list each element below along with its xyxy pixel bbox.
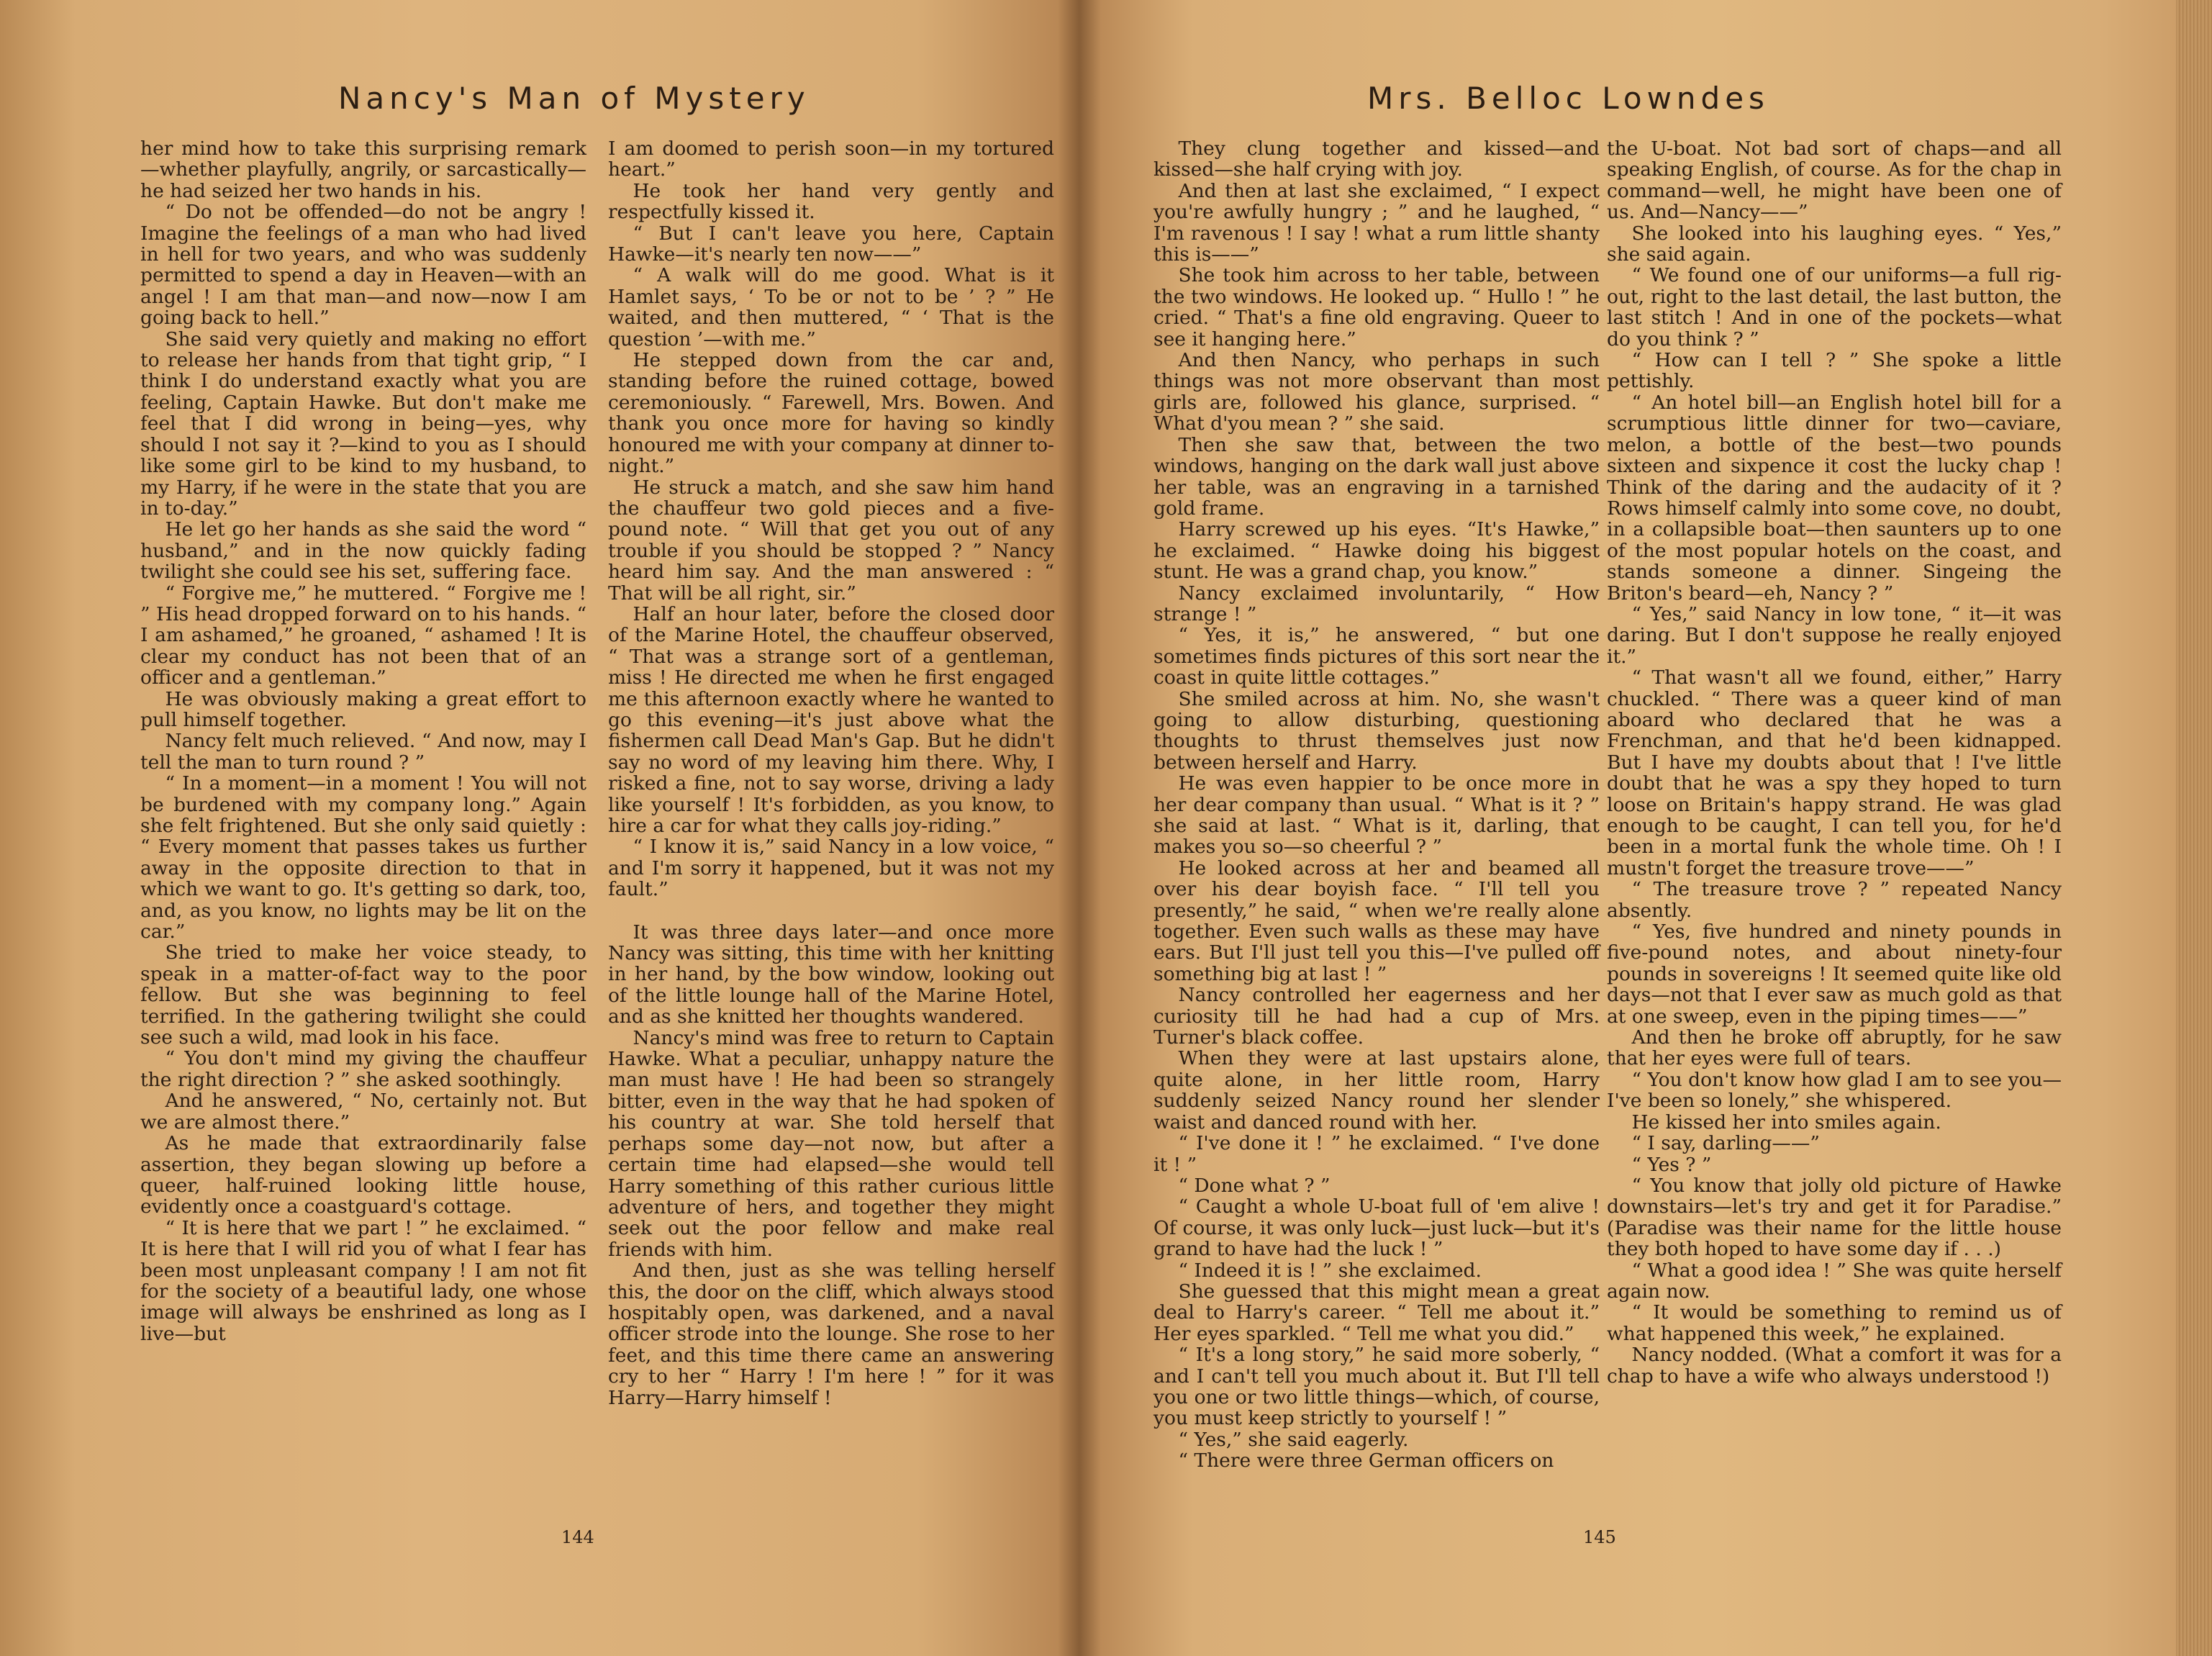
paragraph: “ Yes, it is,” he answered, “ but one sometimes finds pictures of this sort near the coast in quite little cottages.” [1153, 624, 1600, 689]
paragraph: “ Yes,” she said eagerly. [1178, 1428, 1409, 1451]
paragraph: He let go her hands as she said the word “ husband,” and in the now quickly fading twilight she could see his set, suffering face. [140, 518, 586, 584]
paragraph: “ There were three German officers on [1178, 1449, 1554, 1472]
paragraph: She took him across to her table, between the two windows. He looked up. “ Hullo ! ” he cried. “ That's a fine old engraving. Queer to see it hanging here.” [1153, 264, 1600, 350]
paragraph: “ I've done it ! ” he exclaimed. “ I've done it ! ” [1153, 1132, 1600, 1176]
paragraph: She looked into his laughing eyes. “ Yes,” she said again. [1607, 222, 2062, 266]
right-running-head: Mrs. Belloc Lowndes [1367, 81, 1769, 116]
paragraph: “ Indeed it is ! ” she exclaimed. [1178, 1259, 1482, 1282]
paragraph: “ In a moment—in a moment ! You will not be burdened with my company long.” Again she felt frightened. But she only said quietly : “ Every moment that passes takes us further away in the opposite direction to that in which we want to go. It's getting so dark, too, and, as you know, no lights may be lit on the car.” [140, 772, 586, 944]
paragraph: He was even happier to be once more in her dear company than usual. “ What is it ? ” she said at last. “ What is it, darling, that makes you so—so cheerful ? ” [1153, 772, 1600, 859]
paragraph: her mind how to take this surprising remark—whether playfully, angrily, or sarcastically—he had seized her two hands in his. [140, 137, 586, 202]
paragraph: And then he broke off abruptly, for he saw that her eyes were full of tears. [1607, 1026, 2062, 1070]
paragraph: “ A walk will do me good. What is it Hamlet says, ‘ To be or not to be ’ ? ” He waited, and then muttered, “ ‘ That is the question ’—with me.” [608, 264, 1054, 350]
paragraph: “ It is here that we part ! ” he exclaimed. “ It is here that I will rid you of what I fear has been most unpleasant company ! I am not fit for the society of a beautiful lady, one whose image will always be enshrined as long as I live—but [140, 1216, 586, 1345]
paragraph: the U-boat. Not bad sort of chaps—and all speaking English, of course. As for the chap in command—well, he might have been one of us. And—Nancy——” [1607, 137, 2062, 224]
paragraph: It was three days later—and once more Nancy was sitting, this time with her knitting in her hand, by the bow window, looking out of the little lounge hall of the Marine Hotel, and as she knitted her thoughts wandered. [608, 920, 1054, 1028]
left-page-column-1 [140, 138, 586, 1344]
paragraph: “ An hotel bill—an English hotel bill for a scrumptious little dinner for two—caviare, melon, a bottle of the best—two pounds sixteen and sixpence it cost the lucky chap ! Think of the daring and the audacity of it ? Rows himself calmly into some cove, no doubt, in a collapsible boat—then saunters up to one of the most popular hotels on the coast, and stands someone a dinner. Singeing the Briton's beard—eh, Nancy ? ” [1607, 391, 2062, 605]
paragraph: I am doomed to perish soon—in my tortured heart.” [608, 137, 1054, 181]
paragraph: “ Yes ? ” [1631, 1153, 1712, 1176]
paragraph: He took her hand very gently and respectfully kissed it. [608, 179, 1054, 224]
paragraph: Nancy felt much relieved. “ And now, may I tell the man to turn round ? ” [140, 730, 586, 774]
paragraph: He stepped down from the car and, standing before the ruined cottage, bowed ceremoniously. “ Farewell, Mrs. Bowen. And thank you once more for having so kindly honoured me with your company at dinner to-night.” [608, 349, 1054, 478]
paragraph: “ How can I tell ? ” She spoke a little pettishly. [1607, 349, 2062, 393]
paragraph: “ That wasn't all we found, either,” Harry chuckled. “ There was a queer kind of man aboard who declared that he was a Frenchman, and that he'd been kidnapped. But I have my doubts about that ! I've little doubt that he was a spy they hoped to turn loose on Britain's happy strand. He was glad enough to be caught, I can tell you, for he'd been in a mortal funk the whole time. Oh ! I mustn't forget the treasure trove——” [1607, 666, 2062, 879]
paragraph: He kissed her into smiles again. [1631, 1110, 1941, 1134]
paragraph: “ Caught a whole U-boat full of 'em alive ! Of course, it was only luck—just luck—but it's grand to have had the luck ! ” [1153, 1195, 1600, 1261]
paragraph: “ I say, darling——” [1631, 1132, 1820, 1155]
paragraph: She tried to make her voice steady, to speak in a matter-of-fact way to the poor fellow. But she was beginning to feel terrified. In the gathering twilight she could see such a wild, mad look in his face. [140, 941, 586, 1049]
paragraph: “ You know that jolly old picture of Hawke downstairs—let's try and get it for Paradise.” (Paradise was their name for the little house they both hoped to have some day if . . .) [1607, 1174, 2062, 1261]
paragraph: “ Yes, five hundred and ninety pounds in five-pound notes, and about ninety-four pounds in sovereigns ! It seemed quite like old days—not that I ever saw as much gold as that at one sweep, even in the piping times——” [1607, 920, 2062, 1028]
paragraph: He was obviously making a great effort to pull himself together. [140, 687, 586, 731]
paragraph: She guessed that this might mean a great deal to Harry's career. “ Tell me about it.” Her eyes sparkled. “ Tell me what you did.” [1153, 1280, 1600, 1345]
paragraph: As he made that extraordinarily false assertion, they began slowing up before a queer, half-ruined looking little house, evidently once a coastguard's cottage. [140, 1132, 586, 1218]
paragraph: Nancy controlled her eagerness and her curiosity till he had had a cup of Mrs. Turner's black coffee. [1153, 984, 1600, 1049]
paragraph: And he answered, “ No, certainly not. But we are almost there.” [140, 1090, 586, 1134]
paragraph: “ You don't know how glad I am to see you—I've been so lonely,” she whispered. [1607, 1068, 2062, 1113]
paragraph: “ I know it is,” said Nancy in a low voice, “ and I'm sorry it happened, but it was not my fault.” [608, 836, 1054, 901]
paragraph: “ Yes,” said Nancy in low tone, “ it—it was daring. But I don't suppose he really enjoyed it.” [1607, 602, 2062, 668]
book-gutter [1058, 0, 1101, 1656]
page-edges [2176, 0, 2212, 1656]
left-running-head: Nancy's Man of Mystery [338, 81, 810, 116]
paragraph: Harry screwed up his eyes. “It's Hawke,” he exclaimed. “ Hawke doing his biggest stunt. He was a grand chap, you know.” [1153, 518, 1600, 584]
paragraph: “ Done what ? ” [1178, 1174, 1331, 1197]
paragraph: “ But I can't leave you here, Captain Hawke—it's nearly ten now——” [608, 222, 1054, 266]
paragraph: He looked across at her and beamed all over his dear boyish face. “ I'll tell you presently,” he said, “ when we're really alone together. Even such walls as these may have ears. But I'll just tell you this—I've pulled off something big at last ! ” [1153, 856, 1600, 985]
right-page-number: 145 [1583, 1527, 1616, 1547]
paragraph: Then she saw that, between the two windows, hanging on the dark wall just above her table, was an engraving in a tarnished gold frame. [1153, 433, 1600, 520]
right-page [1079, 0, 2212, 1656]
left-page-number: 144 [561, 1527, 594, 1547]
paragraph: When they were at last upstairs alone, quite alone, in her little room, Harry suddenly seized Nancy round her slender waist and danced round with her. [1153, 1047, 1600, 1134]
paragraph: “ The treasure trove ? ” repeated Nancy absently. [1607, 878, 2062, 922]
paragraph: And then at last she exclaimed, “ I expect you're awfully hungry ; ” and he laughed, “ I'm ravenous ! I say ! what a rum little shanty this is——” [1153, 179, 1600, 266]
left-page [0, 0, 1079, 1656]
paragraph: And then, just as she was telling herself this, the door on the cliff, which always stood hospitably open, was darkened, and a naval officer strode into the lounge. She rose to her feet, and this time there came an answering cry to her “ Harry ! I'm here ! ” for it was Harry—Harry himself ! [608, 1259, 1054, 1409]
paragraph: “ We found one of our uniforms—a full rig-out, right to the last detail, the last button, the last stitch ! And in one of the pockets—what do you think ? ” [1607, 264, 2062, 350]
right-page-column-2 [1607, 138, 2062, 1387]
paragraph: And then Nancy, who perhaps in such things was not more observant than most girls are, followed his glance, surprised. “ What d'you mean ? ” she said. [1153, 349, 1600, 435]
paragraph: He struck a match, and she saw him hand the chauffeur two gold pieces and a five-pound note. “ Will that get you out of any trouble if you should be stopped ? ” Nancy heard him say. And the man answered : “ That will be all right, sir.” [608, 476, 1054, 605]
paragraph: “ It would be something to remind us of what happened this week,” he explained. [1607, 1301, 2062, 1345]
paragraph: Nancy nodded. (What a comfort it was for a chap to have a wife who always understood !) [1607, 1344, 2062, 1388]
paragraph: “ What a good idea ! ” She was quite herself again now. [1607, 1259, 2062, 1303]
paragraph: Nancy exclaimed involuntarily, “ How strange ! ” [1153, 582, 1600, 625]
paragraph: Half an hour later, before the closed door of the Marine Hotel, the chauffeur observed, “ That was a strange sort of a gentleman, miss ! He directed me when he first engaged me this afternoon exactly where he wanted to go this evening—it's just above what the fishermen call Dead Man's Gap. But he didn't say no word of my leaving him there. Why, I risked a fine, not to say worse, driving a lady like yourself ! It's forbidden, as you know, to hire a car for what they calls joy-riding.” [608, 602, 1054, 837]
paragraph: “ You don't mind my giving the chauffeur the right direction ? ” she asked soothingly. [140, 1047, 586, 1091]
right-page-column-1 [1153, 138, 1600, 1472]
paragraph: She said very quietly and making no effort to release her hands from that tight grip, “ I think I do understand exactly what you are feeling, Captain Hawke. But don't make me feel that I did wrong in being—yes, why should I not say it ?—kind to you as I should like some girl to be kind to my husband, to my Harry, if he were in the state that you are in to-day.” [140, 327, 586, 520]
paragraph: They clung together and kissed—and kissed—she half crying with joy. [1153, 137, 1600, 181]
left-page-column-2 [608, 138, 1054, 1408]
paragraph: “ Do not be offended—do not be angry ! Imagine the feelings of a man who had lived in hell for two years, and who was suddenly permitted to spend a day in Heaven—with an angel ! I am that man—and now—now I am going back to hell.” [140, 201, 586, 330]
paragraph: “ It's a long story,” he said more soberly, “ and I can't tell you much about it. But I'll tell you one or two little things—which, of course, you must keep strictly to yourself ! ” [1153, 1344, 1600, 1430]
paragraph: “ Forgive me,” he muttered. “ Forgive me ! ” His head dropped forward on to his hands. “ I am ashamed,” he groaned, “ ashamed ! It is clear my conduct has not been that of an officer and a gentleman.” [140, 582, 586, 689]
paragraph: Nancy's mind was free to return to Captain Hawke. What a peculiar, unhappy nature the man must have ! He had been so strangely bitter, even in the way that he had spoken of his country at war. She told herself that perhaps some day—not now, but after a certain time had elapsed—she would tell Harry something of this rather curious little adventure of hers, and together they might seek out the poor fellow and make real friends with him. [608, 1026, 1054, 1261]
paragraph: She smiled across at him. No, she wasn't going to allow disturbing, questioning thoughts to thrust themselves just now between herself and Harry. [1153, 687, 1600, 774]
